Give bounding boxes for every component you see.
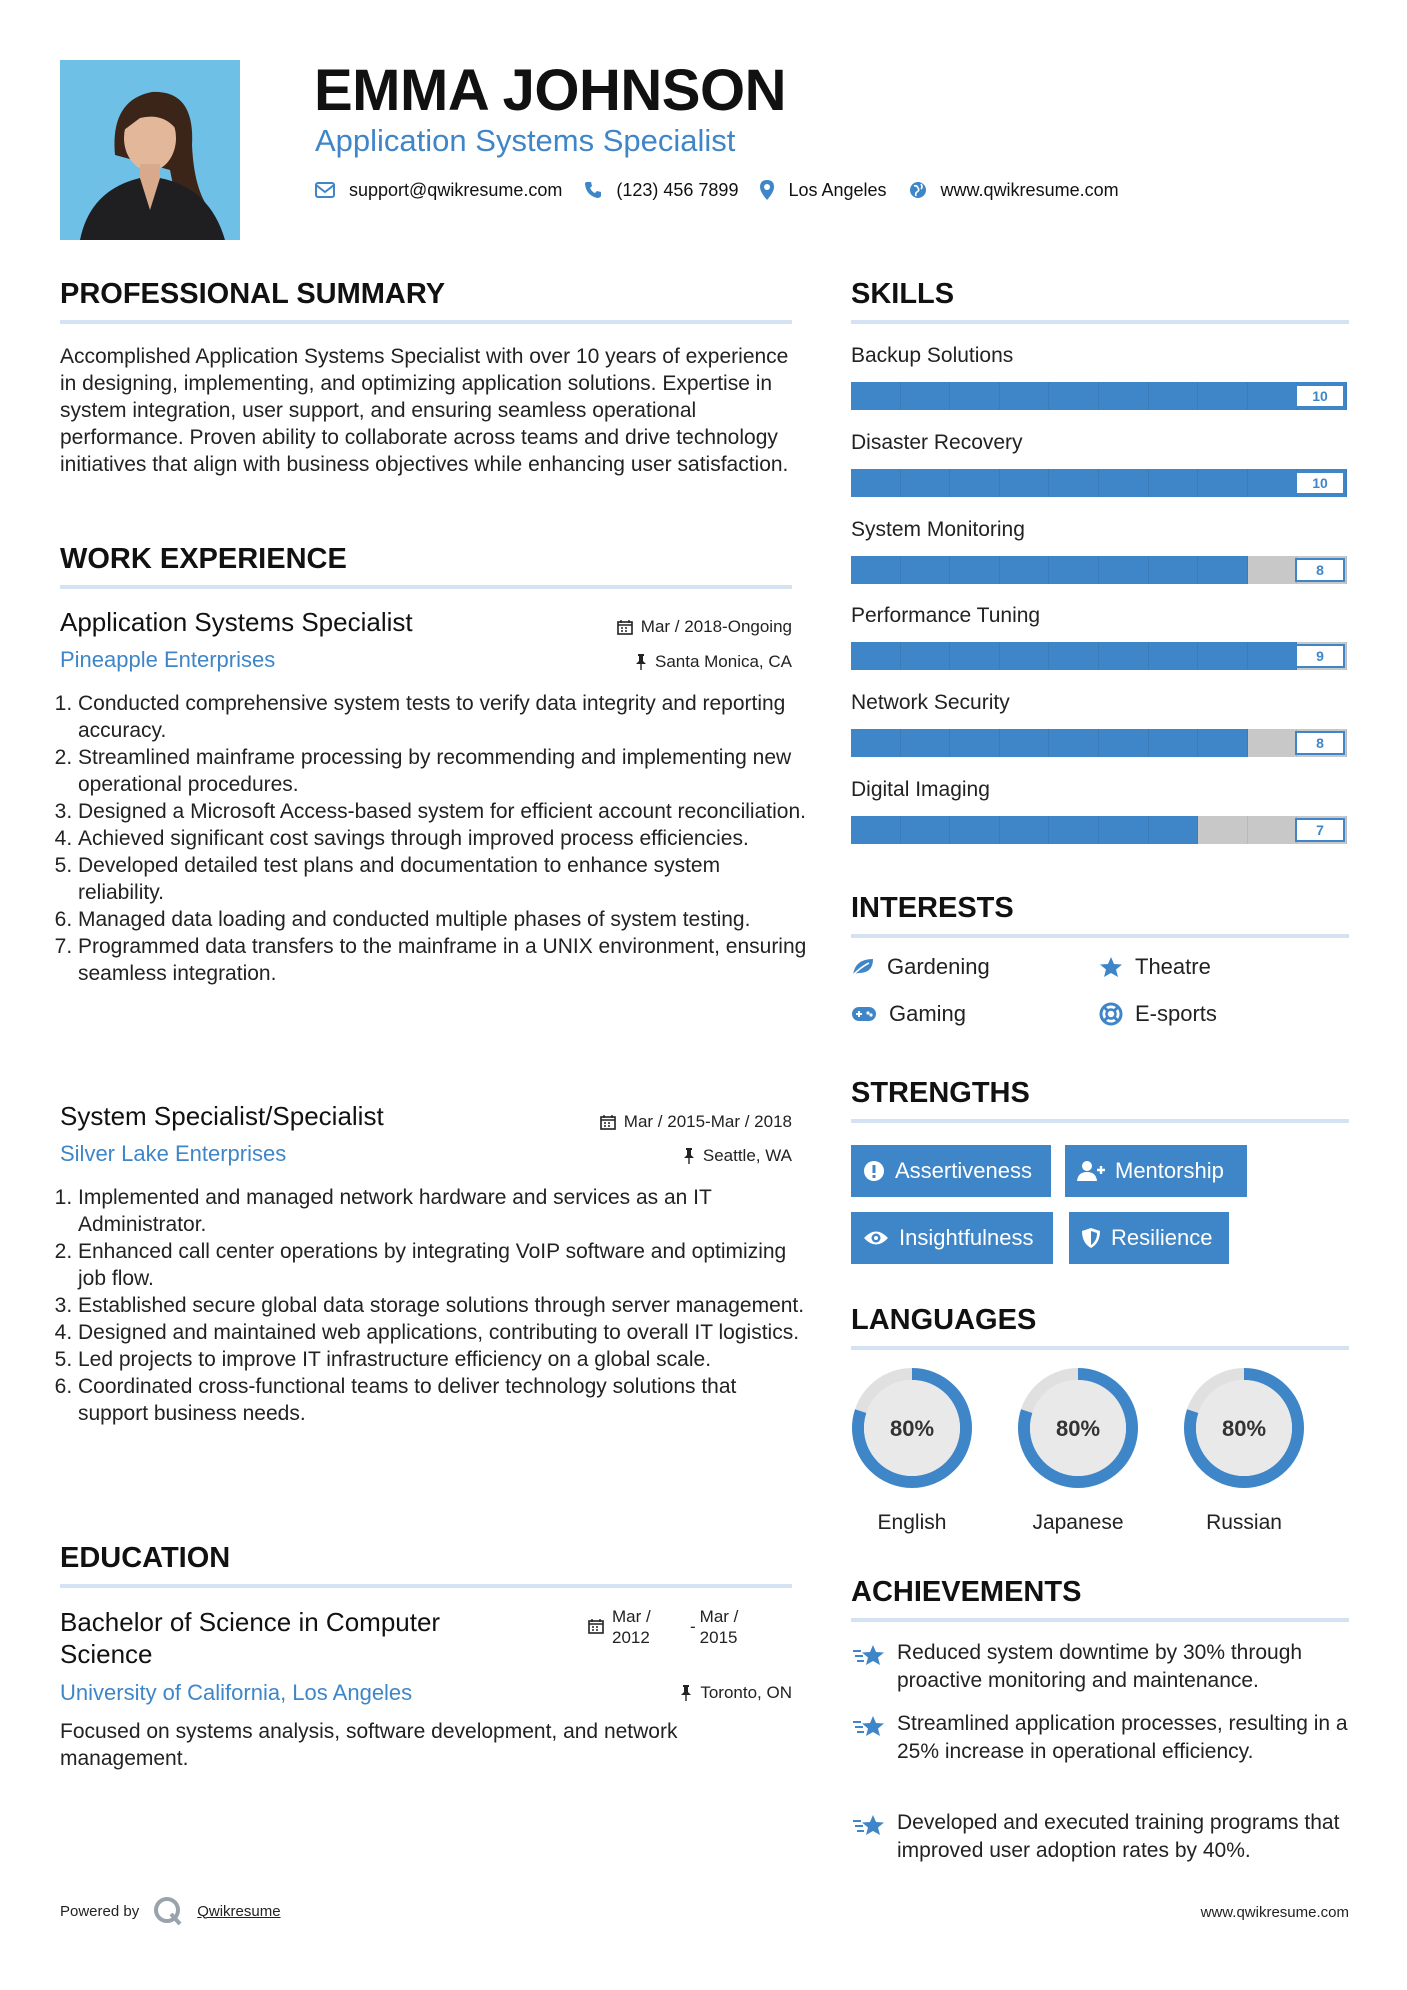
skill-bar-tick	[1049, 729, 1099, 757]
language-percent: 80%	[1055, 1416, 1101, 1441]
achievement-item	[851, 1809, 1349, 1865]
skill-bar-tick	[901, 642, 951, 670]
map-pin-icon	[760, 180, 774, 200]
achievement-item	[851, 1639, 1349, 1695]
interest-label: E-sports	[1135, 1001, 1217, 1026]
skill-bar-tick	[1099, 642, 1149, 670]
skill-bar-tick	[950, 469, 1000, 497]
skill-value-badge: 9	[1295, 644, 1345, 668]
skill-bar-ticks	[851, 729, 1347, 757]
calendar-icon	[600, 1114, 616, 1130]
job-title-2: System Specialist/Specialist	[60, 1101, 384, 1131]
skill-bar-ticks	[851, 642, 1347, 670]
job-bullets-2	[60, 1184, 810, 1427]
language-russian	[1182, 1366, 1306, 1535]
list-item: 5. Led projects to improve IT infrastructure efficiency on a global scale.	[78, 1346, 810, 1373]
skill-bar-tick	[1049, 642, 1099, 670]
education-dash: -	[690, 1617, 696, 1636]
skill-bar-tick	[1149, 642, 1199, 670]
languages-heading: LANGUAGES	[851, 1304, 1037, 1336]
candidate-title: Application Systems Specialist	[315, 123, 736, 158]
skill-label: Network Security	[851, 691, 1010, 714]
achievements-heading: ACHIEVEMENTS	[851, 1576, 1082, 1608]
skill-value-badge: 10	[1295, 384, 1345, 408]
job-dates-text-1: Mar / 2018-Ongoing	[640, 617, 792, 636]
interest-gaming	[851, 1001, 966, 1027]
skill-bar-tick	[1248, 729, 1298, 757]
contact-phone[interactable]	[584, 180, 738, 201]
strengths-heading: STRENGTHS	[851, 1077, 1030, 1109]
skill-bar	[851, 382, 1347, 410]
achievement-item	[851, 1710, 1349, 1766]
skill-bar-ticks	[851, 816, 1347, 844]
skill-bar-tick	[1198, 556, 1248, 584]
skill-bar-tick	[901, 382, 951, 410]
skill-bar-tick	[950, 382, 1000, 410]
language-ring	[850, 1366, 974, 1490]
candidate-name: EMMA JOHNSON	[314, 58, 786, 123]
education-rule	[60, 1584, 792, 1588]
list-item: 3. Designed a Microsoft Access-based system for efficient account reconciliation.	[78, 798, 810, 825]
skill-bar-tick	[1248, 642, 1298, 670]
list-item: 1. Implemented and managed network hardware and services as an IT Administrator.	[78, 1184, 810, 1238]
globe-icon	[909, 181, 927, 199]
contact-location	[760, 180, 886, 201]
user-plus-icon	[1077, 1160, 1105, 1182]
skill-label: System Monitoring	[851, 518, 1025, 541]
eye-icon	[863, 1229, 889, 1247]
skill-label: Performance Tuning	[851, 604, 1041, 627]
website-text: www.qwikresume.com	[940, 179, 1119, 200]
skill-bar-tick	[851, 642, 901, 670]
skill-bar	[851, 642, 1347, 670]
list-item: 6. Managed data loading and conducted multiple phases of system testing.	[78, 906, 810, 933]
company-1: Pineapple Enterprises	[60, 647, 276, 672]
skill-bar-tick	[1198, 382, 1248, 410]
skill-bar-tick	[1000, 729, 1050, 757]
achievement-text: Reduced system downtime by 30% through proactive monitoring and maintenance.	[897, 1641, 1303, 1692]
education-location	[680, 1682, 792, 1704]
shooting-star-icon	[851, 1712, 887, 1740]
phone-icon	[584, 181, 602, 199]
skill-bar-ticks	[851, 469, 1347, 497]
job-location-1	[635, 651, 792, 673]
job-location-2	[683, 1145, 792, 1167]
summary-rule	[60, 320, 792, 324]
strength-label: Assertiveness	[895, 1158, 1032, 1183]
language-label: Japanese	[1032, 1511, 1124, 1534]
job-location-text-2: Seattle, WA	[702, 1146, 792, 1165]
company-2: Silver Lake Enterprises	[60, 1141, 287, 1166]
skill-bar-tick	[1099, 382, 1149, 410]
powered-by-text: Powered by	[60, 1902, 140, 1920]
language-label: Russian	[1206, 1511, 1282, 1534]
skills-rule	[851, 320, 1349, 324]
skill-bar-tick	[950, 729, 1000, 757]
list-item: 3. Established secure global data storage solutions through server management.	[78, 1292, 810, 1319]
achievements-rule	[851, 1618, 1349, 1622]
skill-label: Disaster Recovery	[851, 431, 1023, 454]
location-text: Los Angeles	[788, 179, 887, 200]
interest-gardening	[851, 954, 990, 980]
skill-bar-tick	[1149, 382, 1199, 410]
calendar-icon	[617, 619, 633, 635]
skill-bar	[851, 729, 1347, 757]
strengths-rule	[851, 1119, 1349, 1123]
language-ring	[1016, 1366, 1140, 1490]
skill-bar-tick	[901, 816, 951, 844]
interests-rule	[851, 934, 1349, 938]
list-item: 2. Streamlined mainframe processing by recommending and implementing new operational procedures.	[78, 744, 810, 798]
skill-value-badge: 7	[1295, 818, 1345, 842]
skill-bar-tick	[950, 642, 1000, 670]
strength-label: Insightfulness	[899, 1225, 1034, 1250]
list-item: 7. Programmed data transfers to the mainframe in a UNIX environment, ensuring seamless integration.	[78, 933, 810, 987]
skill-value-badge: 8	[1295, 731, 1345, 755]
skill-bar-tick	[1149, 729, 1199, 757]
languages-rule	[851, 1346, 1349, 1350]
strength-label: Resilience	[1111, 1225, 1213, 1250]
skill-bar-tick	[1049, 556, 1099, 584]
list-item: 4. Achieved significant cost savings through improved process efficiencies.	[78, 825, 810, 852]
skills-heading: SKILLS	[851, 278, 955, 310]
skill-bar-ticks	[851, 556, 1347, 584]
shooting-star-icon	[851, 1641, 887, 1669]
skill-bar-tick	[1000, 816, 1050, 844]
lifebuoy-icon	[1099, 1002, 1123, 1026]
contact-email[interactable]	[315, 180, 562, 201]
footer-website[interactable]: www.qwikresume.com	[1200, 1904, 1349, 1921]
strength-insightfulness	[851, 1212, 1053, 1264]
shooting-star-icon	[851, 1811, 887, 1839]
skill-bar-tick	[851, 556, 901, 584]
skill-bar-tick	[1000, 556, 1050, 584]
leaf-icon	[851, 957, 875, 977]
education-description: Focused on systems analysis, software development, and network management.	[60, 1720, 678, 1770]
achievement-text: Streamlined application processes, resulting in a 25% increase in operational efficiency.	[897, 1712, 1348, 1763]
skill-bar-tick	[1099, 729, 1149, 757]
skill-bar-tick	[1049, 382, 1099, 410]
skill-bar-tick	[950, 816, 1000, 844]
skill-bar-tick	[1099, 469, 1149, 497]
skill-bar-tick	[1000, 382, 1050, 410]
pushpin-icon	[683, 1148, 695, 1164]
skill-label: Digital Imaging	[851, 778, 990, 801]
exclamation-circle-icon	[863, 1160, 885, 1182]
skill-bar-tick	[901, 469, 951, 497]
skill-bar-tick	[1198, 642, 1248, 670]
skill-bar-tick	[851, 816, 901, 844]
skill-bar-tick	[851, 382, 901, 410]
skill-bar-tick	[1149, 816, 1199, 844]
skill-bar-tick	[1000, 469, 1050, 497]
skill-bar-tick	[950, 556, 1000, 584]
contact-website[interactable]	[909, 180, 1119, 201]
skill-bar-tick	[1198, 469, 1248, 497]
pushpin-icon	[635, 654, 647, 670]
language-ring	[1182, 1366, 1306, 1490]
experience-rule	[60, 585, 792, 589]
skill-bar-tick	[1248, 382, 1298, 410]
education-location-text: Toronto, ON	[700, 1683, 792, 1702]
interests-heading: INTERESTS	[851, 892, 1014, 924]
calendar-icon	[588, 1618, 604, 1634]
skill-bar-tick	[1149, 556, 1199, 584]
skill-bar-tick	[851, 469, 901, 497]
interest-theatre	[1099, 954, 1211, 980]
experience-heading: WORK EXPERIENCE	[60, 543, 347, 575]
interest-label: Theatre	[1135, 954, 1211, 979]
job-title-1: Application Systems Specialist	[60, 607, 413, 637]
qwikresume-link[interactable]: Qwikresume	[197, 1902, 281, 1920]
strength-mentorship	[1065, 1145, 1247, 1197]
gamepad-icon	[851, 1005, 877, 1023]
degree-title: Bachelor of Science in Computer Science	[60, 1607, 441, 1669]
list-item: 2. Enhanced call center operations by integrating VoIP software and optimizing job flow.	[78, 1238, 810, 1292]
strength-label: Mentorship	[1115, 1158, 1224, 1183]
job-dates-1	[617, 616, 792, 638]
language-label: English	[877, 1511, 947, 1534]
skill-bar-tick	[901, 556, 951, 584]
profile-photo	[60, 60, 240, 240]
language-japanese	[1016, 1366, 1140, 1535]
skill-bar-tick	[901, 729, 951, 757]
job-dates-2	[600, 1111, 792, 1133]
skill-value-badge: 10	[1295, 471, 1345, 495]
skill-label: Backup Solutions	[851, 344, 1014, 367]
skill-value-badge: 8	[1295, 558, 1345, 582]
skill-bar-tick	[1049, 469, 1099, 497]
skill-bar-tick	[1099, 816, 1149, 844]
list-item: 5. Developed detailed test plans and documentation to enhance system reliability.	[78, 852, 810, 906]
language-english	[850, 1366, 974, 1535]
skill-bar-tick	[1149, 469, 1199, 497]
strength-assertiveness	[851, 1145, 1051, 1197]
job-location-text-1: Santa Monica, CA	[654, 652, 792, 671]
education-dates	[588, 1606, 750, 1648]
school-name: University of California, Los Angeles	[60, 1680, 413, 1705]
star-icon	[1099, 956, 1123, 978]
summary-heading: PROFESSIONAL SUMMARY	[60, 278, 446, 310]
job-bullets-1	[60, 690, 810, 987]
skill-bar-tick	[1198, 729, 1248, 757]
summary-text: Accomplished Application Systems Specialist with over 10 years of experience in designing, implementing, and optimizing application solutions. Expertise in system integration, user support, and ensuring seamless operational performance. Proven ability to collaborate across teams and drive technology initiatives that align with business objectives while enhancing user satisfaction.	[60, 345, 789, 476]
skill-bar	[851, 816, 1347, 844]
education-heading: EDUCATION	[60, 1542, 231, 1574]
envelope-icon	[315, 182, 335, 198]
achievement-text: Developed and executed training programs that improved user adoption rates by 40%.	[897, 1811, 1340, 1862]
skill-bar	[851, 556, 1347, 584]
job-dates-text-2: Mar / 2015-Mar / 2018	[623, 1112, 792, 1131]
skill-bar-tick	[1248, 469, 1298, 497]
skill-bar-tick	[1248, 556, 1298, 584]
skill-bar	[851, 469, 1347, 497]
skill-bar-tick	[1198, 816, 1248, 844]
strength-resilience	[1069, 1212, 1229, 1264]
language-percent: 80%	[1221, 1416, 1267, 1441]
email-text: support@qwikresume.com	[349, 179, 563, 200]
person-portrait-image	[60, 60, 240, 240]
contact-bar	[315, 176, 1141, 204]
pushpin-icon	[680, 1685, 692, 1701]
education-end: Mar / 2015	[699, 1607, 739, 1647]
qwikresume-logo-icon	[153, 1896, 183, 1926]
skill-bar-tick	[1248, 816, 1298, 844]
skill-bar-tick	[1000, 642, 1050, 670]
education-start: Mar / 2012	[612, 1607, 651, 1647]
list-item: 1. Conducted comprehensive system tests to verify data integrity and reporting accuracy.	[78, 690, 810, 744]
interest-label: Gaming	[889, 1001, 967, 1026]
interest-label: Gardening	[887, 954, 990, 979]
footer-powered-by	[60, 1896, 281, 1926]
phone-text: (123) 456 7899	[616, 179, 739, 200]
skill-bar-ticks	[851, 382, 1347, 410]
list-item: 6. Coordinated cross-functional teams to deliver technology solutions that support business needs.	[78, 1373, 810, 1427]
list-item: 4. Designed and maintained web applications, contributing to overall IT logistics.	[78, 1319, 810, 1346]
interest-esports	[1099, 1001, 1217, 1027]
shield-icon	[1081, 1227, 1101, 1249]
skill-bar-tick	[1099, 556, 1149, 584]
skill-bar-tick	[851, 729, 901, 757]
language-percent: 80%	[889, 1416, 935, 1441]
skill-bar-tick	[1049, 816, 1099, 844]
